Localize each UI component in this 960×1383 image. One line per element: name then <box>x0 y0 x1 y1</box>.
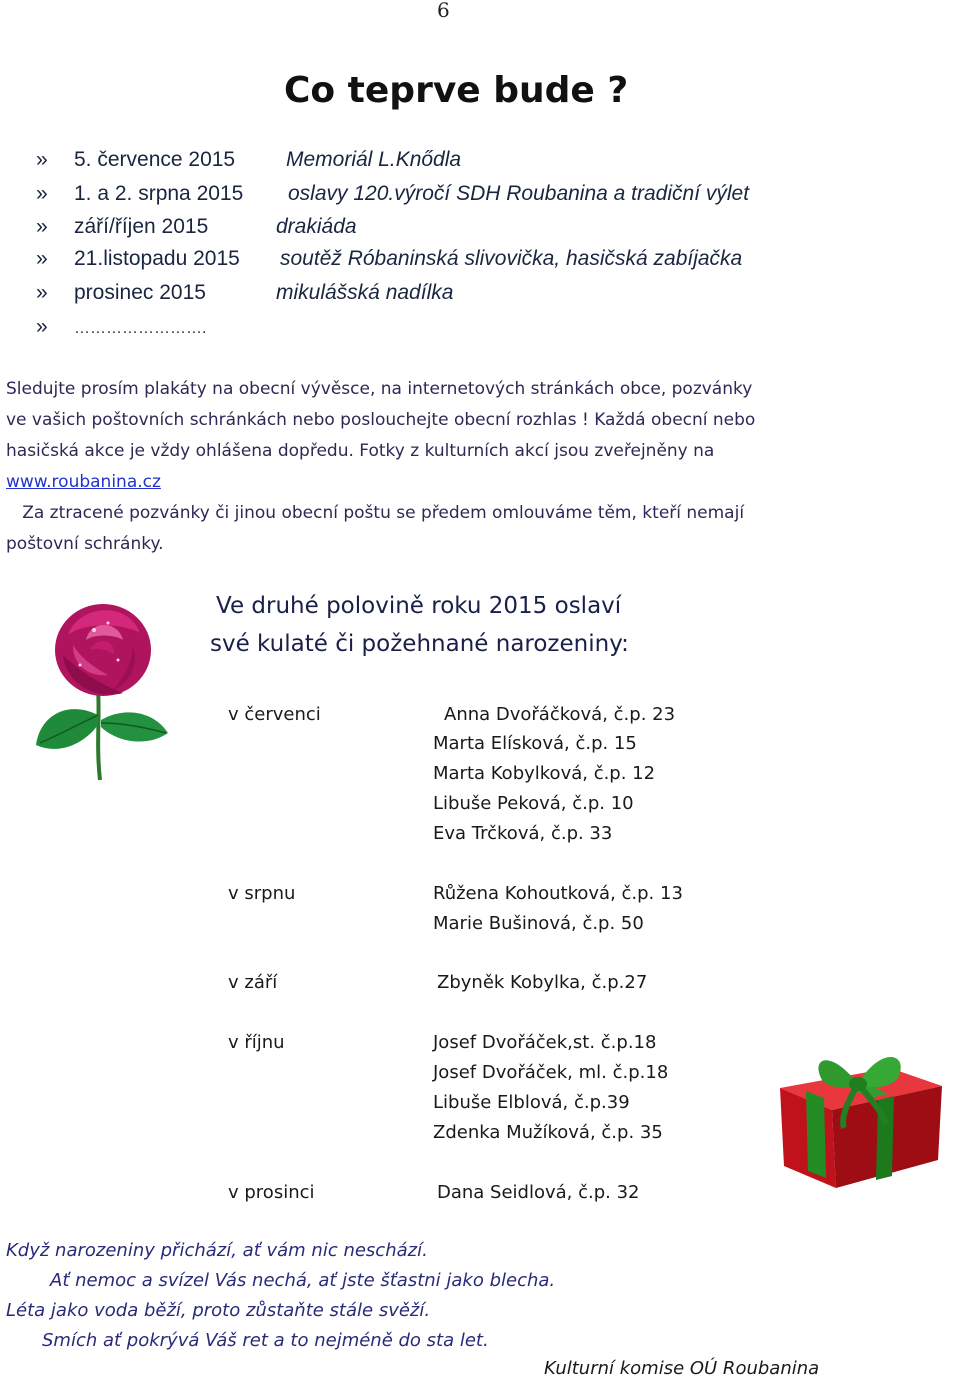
wish-line: Léta jako voda běží, proto zůstaňte stále svěží. <box>6 1300 431 1321</box>
bullet: » <box>36 148 48 171</box>
event-item <box>36 215 357 239</box>
event-item <box>36 148 462 172</box>
info-paragraph <box>6 374 890 560</box>
event-name: mikulášská nadílka <box>276 281 454 304</box>
event-date: 5. července 2015 <box>74 148 236 171</box>
person-entry: Libuše Peková, č.p. 10 <box>433 793 634 814</box>
event-item <box>36 315 206 339</box>
person-entry: Zbyněk Kobylka, č.p.27 <box>437 972 648 993</box>
page-title: Co teprve bude ? <box>284 70 629 111</box>
person-entry: Eva Trčková, č.p. 33 <box>433 823 613 844</box>
person-entry: Růžena Kohoutková, č.p. 13 <box>433 883 683 904</box>
paragraph-line: hasičská akce je vždy ohlášena dopředu. Fotky z kulturních akcí jsou zveřejněny na <box>6 441 715 461</box>
person-entry: Josef Dvořáček, ml. č.p.18 <box>433 1062 669 1083</box>
bullet: » <box>36 182 48 205</box>
heading-line: Ve druhé polovině roku 2015 oslaví <box>216 593 622 619</box>
month-label: v prosinci <box>228 1182 315 1203</box>
event-name: oslavy 120.výročí SDH Roubanina a tradiční výlet <box>288 182 750 205</box>
person-entry: Marta Kobylková, č.p. 12 <box>433 763 656 784</box>
paragraph-line: ve vašich poštovních schránkách nebo poslouchejte obecní rozhlas ! Každá obecní nebo <box>6 410 756 430</box>
bullet: » <box>36 281 48 304</box>
person-entry: Marta Elísková, č.p. 15 <box>433 733 637 754</box>
event-date: 1. a 2. srpna 2015 <box>74 182 244 205</box>
bullet: » <box>36 315 48 338</box>
birthday-heading <box>210 587 629 663</box>
heading-line: své kulaté či požehnané narozeniny: <box>210 631 629 657</box>
event-item <box>36 247 743 271</box>
person-entry: Anna Dvořáčková, č.p. 23 <box>444 704 676 725</box>
bullet: » <box>36 247 48 270</box>
month-label: v srpnu <box>228 883 296 904</box>
wish-line: Ať nemoc a svízel Vás nechá, ať jste šťastni jako blecha. <box>50 1270 556 1291</box>
signature: Kulturní komise OÚ Roubanina <box>544 1358 820 1379</box>
person-entry: Zdenka Mužíková, č.p. 35 <box>433 1122 663 1143</box>
event-date: 21.listopadu 2015 <box>74 247 240 270</box>
event-item <box>36 281 454 305</box>
website-link[interactable]: www.roubanina.cz <box>6 472 161 492</box>
wish-line: Smích ať pokrývá Váš ret a to nejméně do sta let. <box>42 1330 489 1351</box>
month-label: v červenci <box>228 704 321 725</box>
event-name: soutěž Róbaninská slivovička, hasičská zabíjačka <box>280 247 743 270</box>
event-name: drakiáda <box>276 215 357 238</box>
event-date: ……………………. <box>74 320 207 337</box>
rose-icon <box>28 595 178 785</box>
person-entry: Libuše Elblová, č.p.39 <box>433 1092 630 1113</box>
person-entry: Dana Seidlová, č.p. 32 <box>437 1182 640 1203</box>
event-date: září/říjen 2015 <box>74 215 209 238</box>
page-number: 6 <box>437 0 450 22</box>
event-item <box>36 182 750 206</box>
paragraph-line: poštovní schránky. <box>6 534 164 554</box>
event-name: Memoriál L.Knődla <box>286 148 462 171</box>
paragraph-line: Za ztracené pozvánky či jinou obecní poštu se předem omlouváme těm, kteří nemají <box>6 503 745 523</box>
month-label: v říjnu <box>228 1032 285 1053</box>
bullet: » <box>36 215 48 238</box>
person-entry: Marie Bušinová, č.p. 50 <box>433 913 644 934</box>
person-entry: Josef Dvořáček,st. č.p.18 <box>433 1032 657 1053</box>
gift-icon <box>770 1028 950 1198</box>
wish-line: Když narozeniny přichází, ať vám nic neschází. <box>6 1240 428 1261</box>
event-date: prosinec 2015 <box>74 281 206 304</box>
paragraph-line: Sledujte prosím plakáty na obecní vývěsce, na internetových stránkách obce, pozvánky <box>6 379 753 399</box>
month-label: v září <box>228 972 278 993</box>
